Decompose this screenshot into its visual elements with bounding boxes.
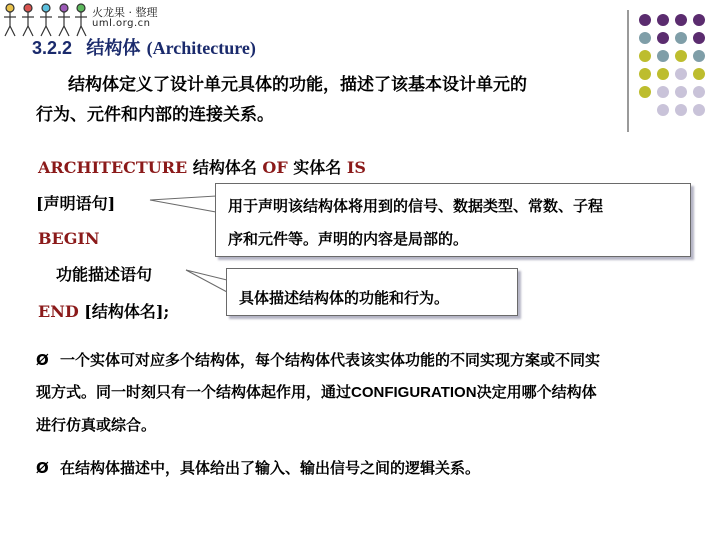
section-number: 3.2.2: [32, 38, 73, 58]
bullet-1-line-2-post: 决定用哪个结构体: [476, 383, 597, 401]
declaration-callout-line-1: 用于声明该结构体将用到的信号、数据类型、常数、子程: [228, 197, 604, 215]
bullet-2-text: 在结构体描述中，具体给出了输入、输出信号之间的逻辑关系。: [60, 459, 481, 477]
configuration-keyword: CONFIGURATION: [351, 384, 477, 401]
syntax-declaration: [声明语句]: [36, 194, 116, 213]
entity-name: 实体名: [293, 158, 342, 177]
syntax-function-statement: 功能描述语句: [56, 265, 153, 284]
bullet-2: [36, 452, 480, 484]
vertical-divider: [627, 10, 629, 132]
end-keyword: END: [38, 302, 79, 321]
dot-grid-icon: [636, 10, 720, 132]
declaration-callout-line-2: 序和元件等。声明的内容是局部的。: [228, 230, 469, 248]
intro-line-1: 结构体定义了设计单元具体的功能，描述了该基本设计单元的: [68, 75, 527, 95]
architecture-name: 结构体名: [192, 158, 257, 177]
function-callout-text: 具体描述结构体的功能和行为。: [239, 289, 450, 307]
end-name: [结构体名];: [84, 302, 170, 321]
title-en: (Architecture): [146, 38, 256, 58]
intro-paragraph: [36, 70, 626, 130]
bullet-1-line-1: 一个实体可对应多个结构体，每个结构体代表该实体功能的不同实现方案或不同实: [60, 351, 601, 369]
title-cn: 结构体: [86, 38, 141, 59]
function-callout: [226, 268, 518, 316]
logo-title: 火龙果 · 整理: [92, 6, 158, 19]
arrowhead-bullet-icon: Ø: [36, 459, 49, 477]
syntax-begin: BEGIN: [38, 229, 100, 248]
is-keyword: IS: [346, 158, 366, 177]
declaration-callout: [215, 183, 691, 257]
architecture-keyword: ARCHITECTURE: [38, 158, 188, 177]
syntax-architecture-line: [38, 155, 366, 178]
logo-url: uml.org.cn: [92, 18, 151, 29]
bullet-1-line-2-pre: 现方式。同一时刻只有一个结构体起作用，通过: [36, 383, 352, 401]
arrowhead-bullet-icon: Ø: [36, 351, 49, 369]
intro-line-2: 行为、元件和内部的连接关系。: [36, 105, 274, 125]
bullet-1-line-3: 进行仿真或综合。: [36, 416, 157, 434]
of-keyword: OF: [262, 158, 288, 177]
bullet-1: [36, 344, 716, 441]
syntax-end-line: [38, 299, 169, 322]
page-title: [32, 34, 256, 60]
